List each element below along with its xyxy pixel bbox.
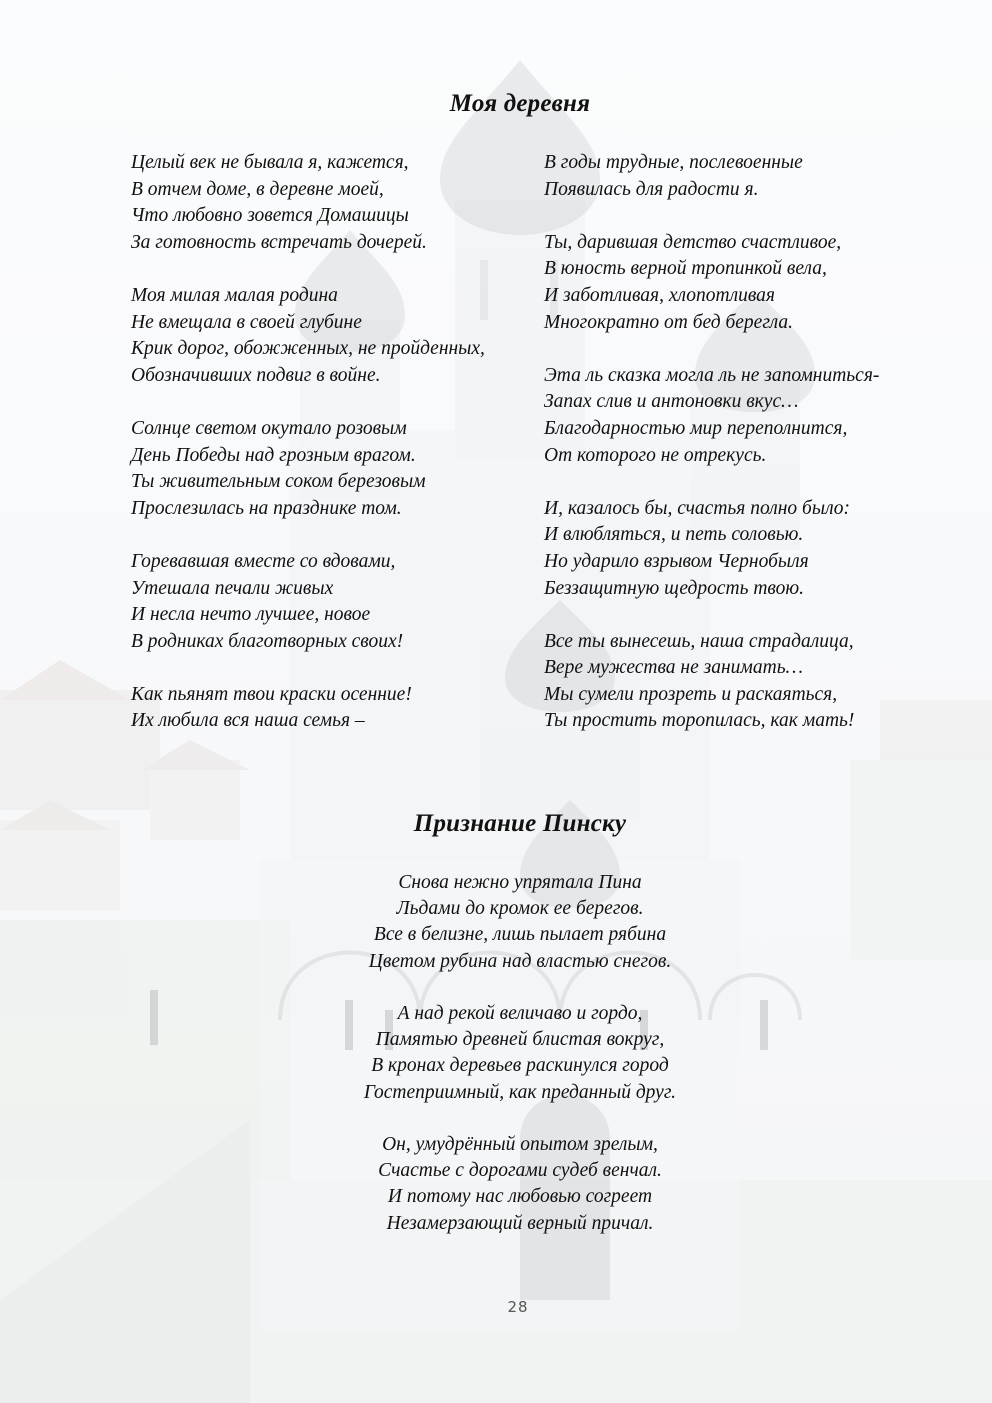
stanza [544,496,964,602]
stanza [131,283,531,389]
stanza [544,629,964,735]
verse-line: В отчем доме, в деревне моей, [131,178,384,200]
stanza [131,150,531,256]
stanza [200,1132,840,1237]
verse-line: И, казалось бы, счастья полно было: [544,497,851,519]
verse-line: Многократно от бед берегла. [544,311,794,333]
verse-line: За готовность встречать дочерей. [131,231,427,253]
verse-line: Беззащитную щедрость твою. [544,577,805,599]
stanza [544,230,964,336]
verse-line: Но ударило взрывом Чернобыля [544,550,809,572]
verse-line: Эта ль сказка могла ль не запомниться- [544,364,880,386]
stanza [131,416,531,522]
verse-line: Что любовно зовется Домашицы [131,205,409,227]
stanza [544,363,964,469]
verse-line: И заботливая, хлопотливая [544,284,775,306]
verse-line: От которого не отрекусь. [544,444,767,466]
verse-line: Крик дорог, обожженных, не пройденных, [131,338,485,360]
verse-line: Благодарностью мир переполнится, [544,417,848,439]
verse-line: И потому нас любовью согреет [387,1186,653,1208]
verse-line: Прослезилась на празднике том. [131,497,402,519]
verse-line: Вере мужества не занимать… [544,657,803,679]
stanza [131,682,531,735]
verse-line: Обозначивших подвиг в войне. [131,364,381,386]
verse-line: Он, умудрённый опытом зрелым, [382,1134,658,1155]
poem-title: Моя деревня [449,90,591,117]
stanza [200,870,840,975]
verse-line: Не вмещала в своей глубине [131,311,362,333]
poem-right-column [544,150,964,762]
verse-line: И влюбляться, и петь соловью. [544,524,804,546]
verse-line: И несла нечто лучшее, новое [131,604,371,626]
verse-line: Как пьянят твои краски осенние! [131,683,412,705]
stanza [544,150,964,203]
poem-title: Признание Пинску [413,810,627,837]
verse-line: В годы трудные, послевоенные [544,152,803,173]
verse-line: Их любила вся наша семья – [131,710,365,732]
verse-line: Снова нежно упрятала Пина [398,872,642,893]
verse-line: В юность верной тропинкой вела, [544,258,827,280]
verse-line: Мы сумели прозреть и раскаяться, [544,683,838,705]
verse-line: Счастье с дорогами судеб венчал. [378,1160,662,1182]
verse-line: В родниках благотворных своих! [131,630,404,652]
verse-line: Льдами до кромок ее берегов. [396,898,644,920]
verse-line: Незамерзающий верный причал. [386,1212,654,1234]
verse-line: Утешала печали живых [131,577,334,599]
verse-line: Памятью древней блистая вокруг, [375,1029,665,1051]
verse-line: Моя милая малая родина [131,284,338,306]
verse-line: В кронах деревьев раскинулся город [371,1055,669,1077]
verse-line: Все ты вынесешь, наша страдалица, [544,630,854,652]
verse-line: Солнце светом окутало розовым [131,417,407,439]
verse-line: Цветом рубина над властью снегов. [368,950,672,972]
verse-line: Ты, дарившая детство счастливое, [544,231,842,253]
poem-left-column [131,150,531,762]
verse-line: Гостеприимный, как преданный друг. [363,1081,677,1103]
verse-line: Целый век не бывала я, кажется, [131,152,409,173]
verse-line: А над рекой величаво и гордо, [397,1003,643,1024]
verse-line: Запах слив и антоновки вкус… [544,391,799,413]
page-number: 28 [507,1298,529,1316]
verse-line: Ты живительным соком березовым [131,471,426,493]
verse-line: Появилась для радости я. [544,178,759,200]
verse-line: День Победы над грозным врагом. [131,444,416,466]
verse-line: Все в белизне, лишь пылает рябина [373,924,667,946]
poem-centered [200,870,840,1263]
stanza [200,1001,840,1106]
verse-line: Ты простить торопилась, как мать! [544,710,855,732]
stanza [131,549,531,655]
verse-line: Горевавшая вместе со вдовами, [131,550,396,572]
